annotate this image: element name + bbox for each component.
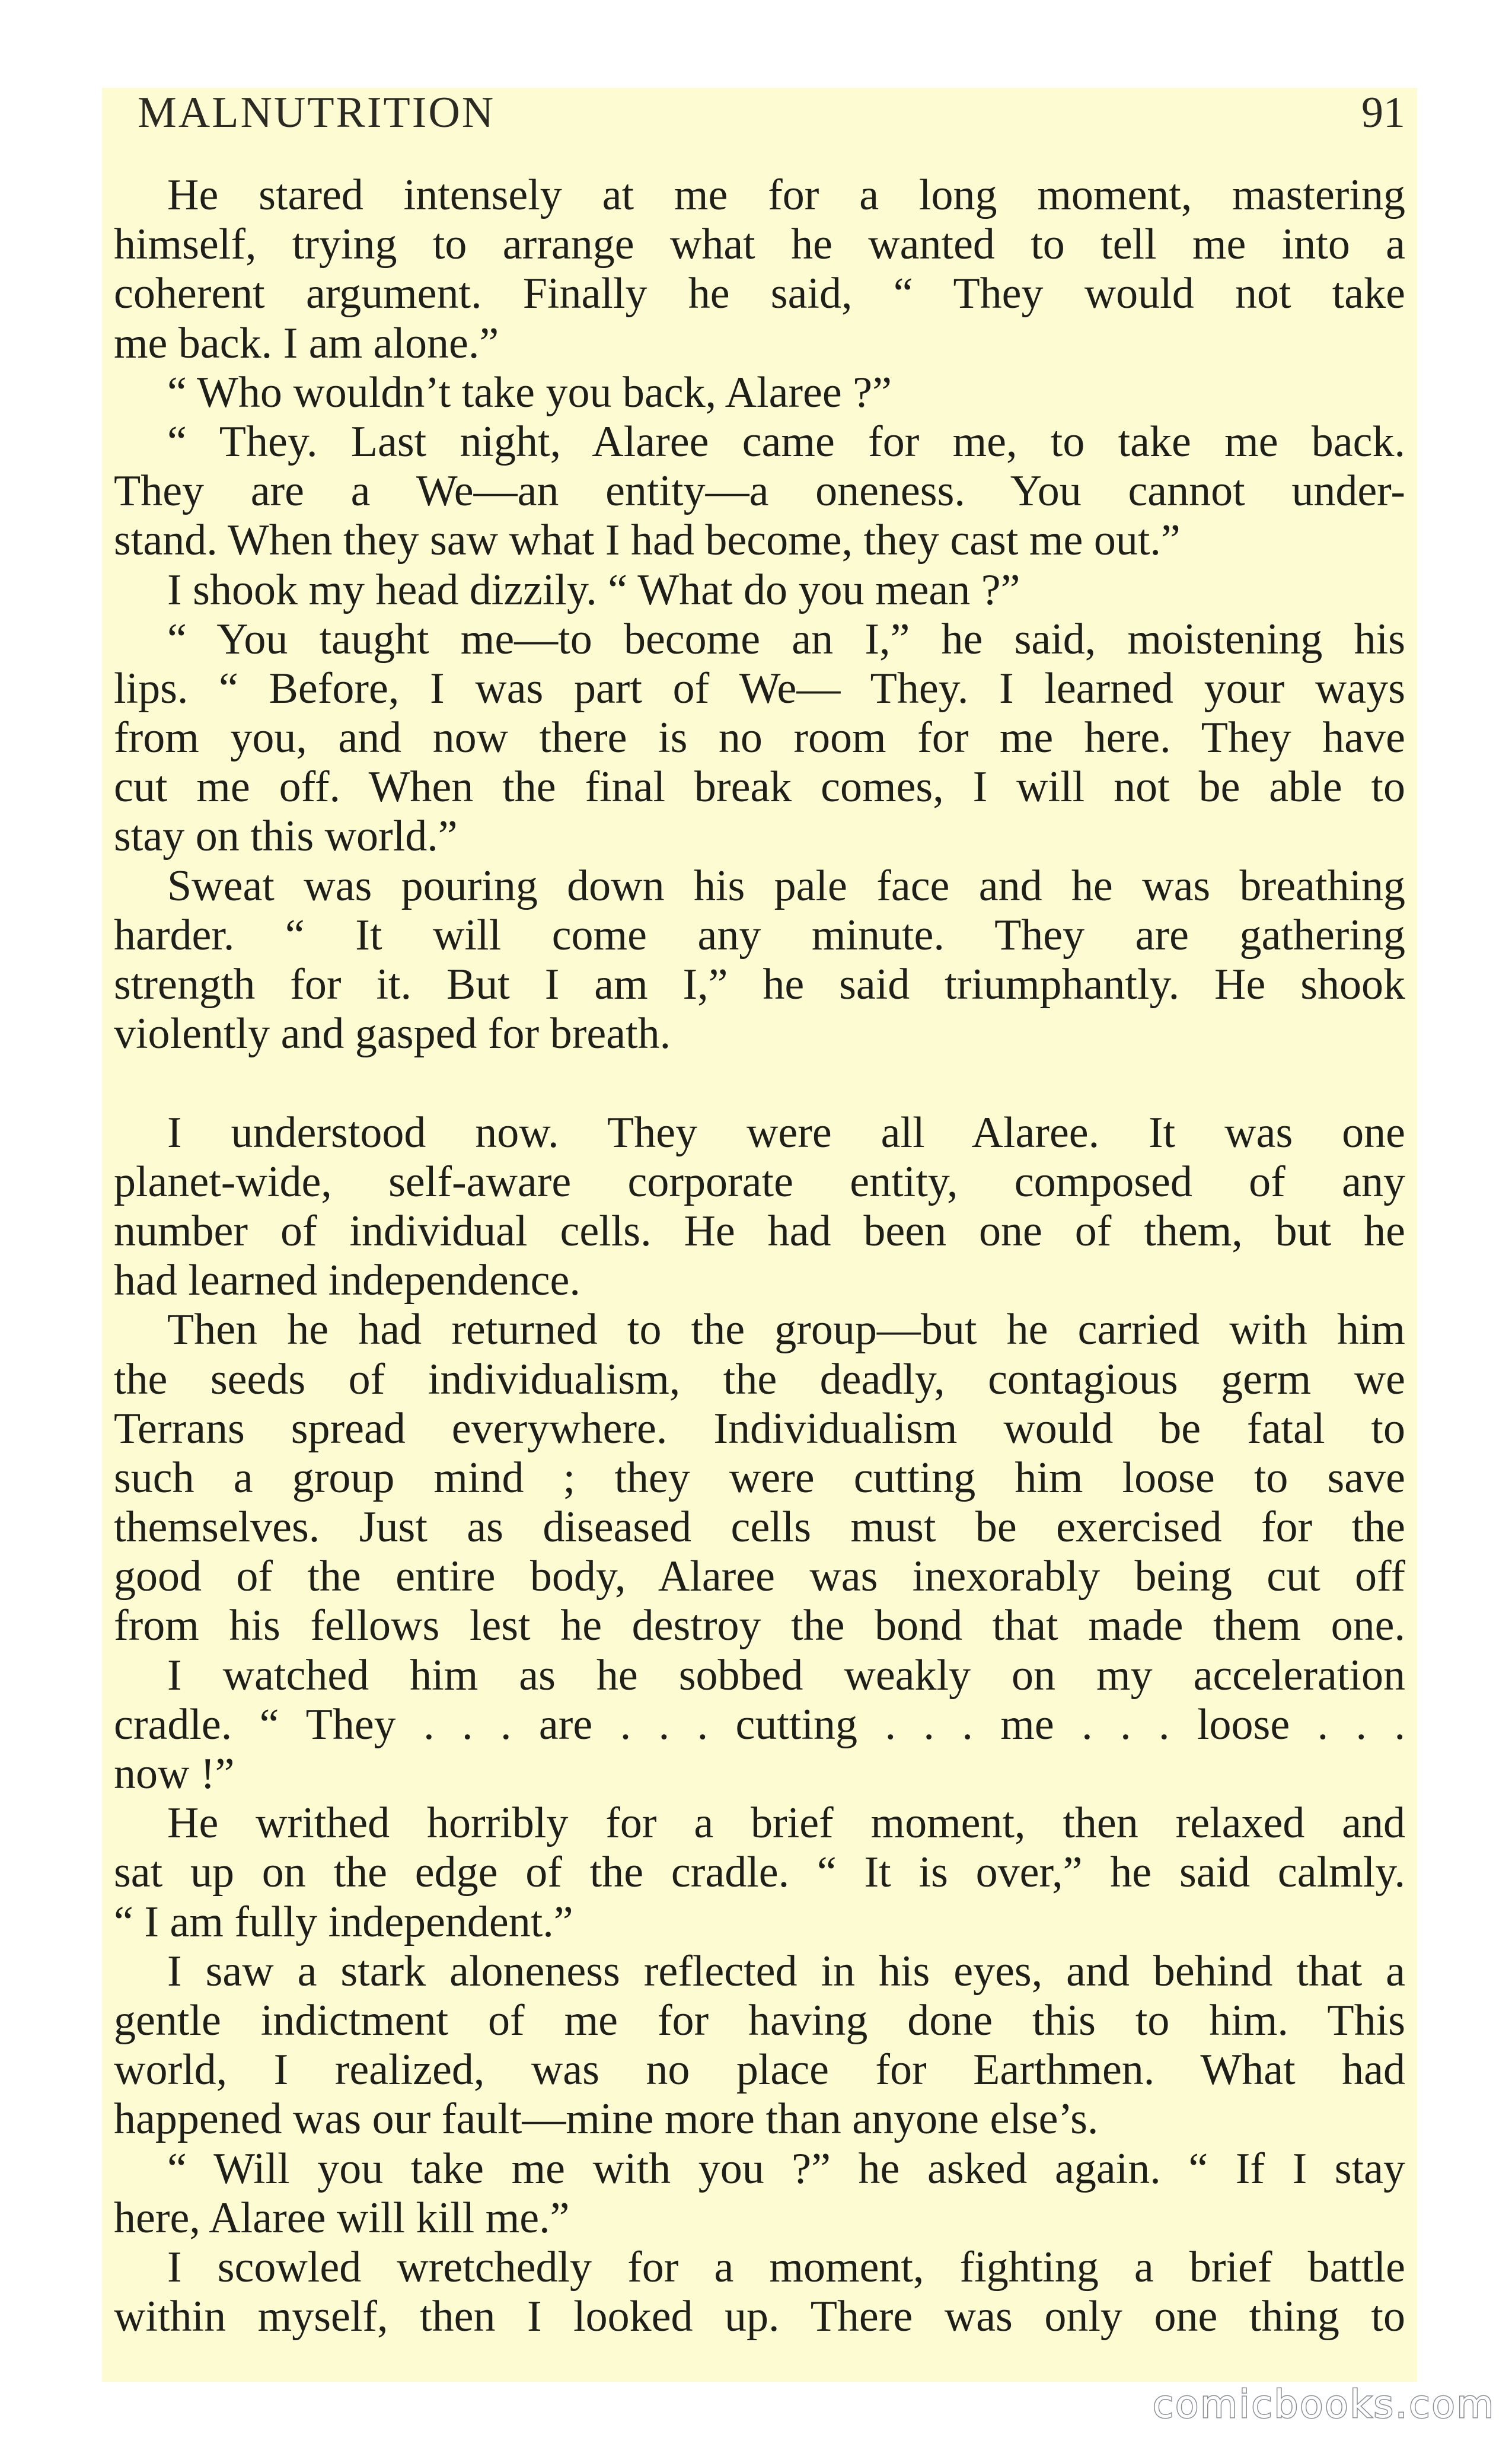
text-line: They are a We—an entity—a oneness. You cannot under- xyxy=(114,467,1405,516)
text-line: such a group mind ; they were cutting him loose to save xyxy=(114,1453,1405,1502)
text-line: gentle indictment of me for having done this to him. This xyxy=(114,1996,1405,2045)
text-line: I scowled wretchedly for a moment, fighting a brief battle xyxy=(167,2242,1405,2292)
site-watermark: comicbooks.com xyxy=(1152,2383,1495,2427)
text-line: world, I realized, was no place for Earthmen. What had xyxy=(114,2045,1405,2095)
body-text xyxy=(114,171,1405,2341)
text-line: themselves. Just as diseased cells must be exercised for the xyxy=(114,1503,1405,1552)
text-line: Terrans spread everywhere. Individualism would be fatal to xyxy=(114,1404,1405,1453)
text-line: coherent argument. Finally he said, “ They would not take xyxy=(114,269,1405,318)
text-line: himself, trying to arrange what he wanted to tell me into a xyxy=(114,220,1405,269)
text-line: “ I am fully independent.” xyxy=(114,1897,573,1946)
text-line: He writhed horribly for a brief moment, then relaxed and xyxy=(167,1799,1405,1848)
text-line: now !” xyxy=(114,1750,235,1798)
text-line: number of individual cells. He had been one of them, but he xyxy=(114,1206,1405,1256)
text-line: strength for it. But I am I,” he said triumphantly. He shook xyxy=(114,960,1405,1009)
text-line: “ They. Last night, Alaree came for me, to take me back. xyxy=(167,417,1405,466)
text-line: harder. “ It will come any minute. They are gathering xyxy=(114,910,1405,960)
text-line: “ Will you take me with you ?” he asked again. “ If I stay xyxy=(167,2144,1405,2193)
text-line: “ You taught me—to become an I,” he said, moistening his xyxy=(167,614,1405,664)
text-line: the seeds of individualism, the deadly, contagious germ we xyxy=(114,1355,1405,1404)
section-break xyxy=(114,1059,1405,1108)
text-line: cradle. “ They . . . are . . . cutting . . . me . . . loose . . . xyxy=(114,1700,1405,1749)
text-line: I watched him as he sobbed weakly on my acceleration xyxy=(167,1651,1405,1700)
text-line: stay on this world.” xyxy=(114,812,458,861)
book-page xyxy=(102,88,1417,2382)
text-line: good of the entire body, Alaree was inexorably being cut off xyxy=(114,1552,1405,1601)
page-number: 91 xyxy=(1361,88,1405,137)
running-header xyxy=(138,88,1405,135)
text-line: here, Alaree will kill me.” xyxy=(114,2193,570,2242)
text-line: cut me off. When the final break comes, I will not be able to xyxy=(114,763,1405,812)
text-line: stand. When they saw what I had become, they cast me out.” xyxy=(114,516,1181,565)
text-line: from you, and now there is no room for me here. They have xyxy=(114,713,1405,763)
text-line: happened was our fault—mine more than anyone else’s. xyxy=(114,2095,1099,2144)
text-line: I saw a stark aloneness reflected in his eyes, and behind that a xyxy=(167,1946,1405,1996)
text-line: planet-wide, self-aware corporate entity, composed of any xyxy=(114,1157,1405,1206)
text-line: lips. “ Before, I was part of We— They. I learned your ways xyxy=(114,664,1405,713)
text-line: had learned independence. xyxy=(114,1256,580,1305)
text-line: violently and gasped for breath. xyxy=(114,1009,671,1059)
text-line: me back. I am alone.” xyxy=(114,318,499,368)
text-line: “ Who wouldn’t take you back, Alaree ?” xyxy=(167,368,892,417)
chapter-title: MALNUTRITION xyxy=(138,88,496,137)
text-line: from his fellows lest he destroy the bond that made them one. xyxy=(114,1601,1405,1651)
text-line: within myself, then I looked up. There was only one thing to xyxy=(114,2292,1405,2341)
text-line: I shook my head dizzily. “ What do you mean ?” xyxy=(167,565,1020,614)
text-line: He stared intensely at me for a long moment, mastering xyxy=(167,171,1405,219)
text-line: sat up on the edge of the cradle. “ It is over,” he said calmly. xyxy=(114,1848,1405,1897)
text-line: Sweat was pouring down his pale face and he was breathing xyxy=(167,861,1405,910)
text-line: I understood now. They were all Alaree. It was one xyxy=(167,1108,1405,1157)
text-line: Then he had returned to the group—but he carried with him xyxy=(167,1305,1405,1355)
